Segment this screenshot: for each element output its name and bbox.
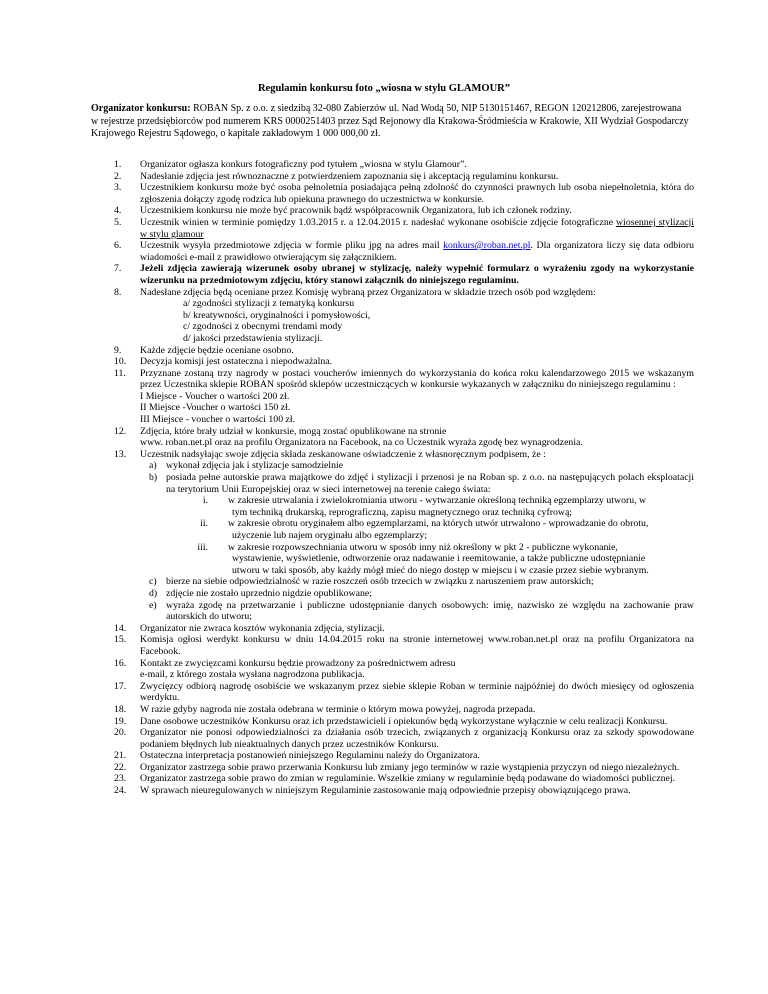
item-text: Zdjęcia, które brały udział w konkursie, mogą zostać opublikowane na stronie bbox=[140, 425, 447, 437]
sub-item-marker: b) bbox=[149, 472, 158, 484]
list-item bbox=[0, 159, 768, 171]
sub-list-item bbox=[0, 576, 768, 588]
criteria-item: c/ zgodności z obecnymi trendami mody bbox=[183, 321, 343, 333]
item-number: 1. bbox=[114, 159, 122, 170]
list-item bbox=[0, 356, 768, 368]
item-number: 22. bbox=[114, 761, 127, 773]
sub-item-marker: a) bbox=[149, 460, 157, 472]
sub-list-item bbox=[0, 460, 768, 472]
sub-item-marker: d) bbox=[149, 587, 158, 599]
item-text-underlined: wiosennej stylizacji w stylu glamour bbox=[140, 216, 695, 240]
item-number: 11. bbox=[114, 367, 126, 379]
list-item bbox=[0, 773, 768, 785]
item-number: 14. bbox=[114, 622, 127, 634]
sub-list-item bbox=[0, 588, 768, 600]
item-text: Uczestnikiem konkursu może być osoba pełnoletnia posiadająca pełną zdolność do czynności prawnych lub osoba niepełnoletnia, która do zgłoszenia dołączy zgodę rodzica lub opiekuna prawnego do uczestnictwa w konkursie. bbox=[140, 182, 694, 205]
item-number: 4. bbox=[114, 205, 122, 217]
item-continuation: www. roban.net.pl oraz na profilu Organizatora na Facebook, na co Uczestnik wyraża zgodę bez wynagrodzenia. bbox=[140, 437, 583, 449]
list-item bbox=[0, 658, 768, 670]
list-item bbox=[0, 704, 768, 716]
prize-line: I Miejsce - Voucher o wartości 200 zł. bbox=[140, 390, 290, 402]
sub-item-text: bierze na siebie odpowiedzialność w razie roszczeń osób trzecich w związku z naruszeniem praw autorskich; bbox=[166, 576, 594, 588]
organizer-paragraph bbox=[91, 103, 691, 141]
item-text: Organizator zastrzega sobie prawo do zmian w regulaminie. Wszelkie zmiany w regulaminie będą podawane do wiadomości publicznej. bbox=[140, 773, 676, 785]
item-number: 21. bbox=[114, 750, 127, 762]
list-item bbox=[0, 263, 768, 286]
list-item bbox=[0, 426, 768, 438]
criteria-item: d/ jakości przedstawienia stylizacji. bbox=[183, 332, 323, 344]
roman-item-continuation: wystawienie, wyświetlenie, odtworzenie oraz nadawanie i reemitowanie, a także publiczne udostępnianie bbox=[232, 553, 646, 565]
roman-list-item bbox=[0, 495, 768, 507]
item-number: 5. bbox=[114, 216, 122, 228]
roman-list-item bbox=[0, 542, 768, 554]
item-number: 3. bbox=[114, 182, 122, 194]
item-text: Uczestnik nadsyłając swoje zdjęcia składa zeskanowane oświadczenie z własnoręcznym podpisem, że : bbox=[140, 448, 546, 460]
item-number: 24. bbox=[114, 785, 127, 797]
item-text: Ostateczna interpretacja postanowień niniejszego Regulaminu należy do Organizatora. bbox=[140, 750, 480, 762]
criteria-item: a/ zgodności stylizacji z tematyką konkursu bbox=[183, 298, 355, 310]
document-title: Regulamin konkursu foto „wiosna w stylu GLAMOUR” bbox=[257, 83, 511, 94]
item-text: Komisja ogłosi werdykt konkursu w dniu 14.04.2015 roku na stronie internetowej www.roban.net.pl oraz na profilu Organizatora na Facebook. bbox=[140, 634, 694, 657]
item-text: W sprawach nieuregulowanych w niniejszym Regulaminie zastosowanie mają odpowiednie przepisy obowiązującego prawa. bbox=[140, 785, 631, 797]
list-item bbox=[0, 762, 768, 774]
list-item bbox=[0, 750, 768, 762]
item-text-part: Uczestnik winien w terminie pomiędzy 1.03.2015 r. a 12.04.2015 r. nadesłać wykonane osobiście zdjęcie fotograficzne bbox=[140, 216, 617, 228]
item-text: Kontakt ze zwycięzcami konkursu będzie prowadzony za pośrednictwem adresu bbox=[140, 657, 456, 669]
criteria-item: b/ kreatywności, oryginalności i pomysłowości, bbox=[183, 309, 371, 321]
item-text: Decyzja komisji jest ostateczna i niepodważalna. bbox=[140, 356, 333, 368]
item-text: Każde zdjęcie będzie oceniane osobno. bbox=[140, 344, 294, 356]
list-item bbox=[0, 634, 768, 657]
roman-item-text: w zakresie rozpowszechniania utworu w sposób inny niż określony w pkt 2 - publiczne wykonanie, bbox=[228, 541, 618, 553]
item-continuation: e-mail, z którego została wysłana nagrodzona publikacja. bbox=[140, 669, 365, 681]
item-text-part: Uczestnik wysyła przedmiotowe zdjęcia w formie pliku jpg na adres mail bbox=[140, 240, 444, 252]
sub-item-text: posiada pełne autorskie prawa majątkowe do zdjęć i stylizacji i przenosi je na Roban sp. z o.o. na następujących polach eksploatacji na terytorium Unii Europejskiej oraz w sieci internetowej na terenie całego świata: bbox=[166, 472, 694, 495]
item-number: 20. bbox=[114, 727, 127, 739]
list-item bbox=[0, 345, 768, 357]
item-number: 8. bbox=[114, 286, 122, 298]
roman-item-continuation: utworu w taki sposób, aby każdy mógł mieć do niego dostęp w miejscu i w czasie przez siebie wybranym. bbox=[232, 564, 649, 576]
sub-item-text: wyraża zgodę na przetwarzanie i publiczne udostępnianie danych osobowych: imię, nazwisko ze względu na zachowanie praw autorskich do utworu; bbox=[166, 599, 694, 623]
item-text: Zwycięzcy odbiorą nagrodę osobiście we wskazanym przez siebie sklepie Roban w terminie najpóźniej do dwóch miesięcy od ogłoszenia werdyktu. bbox=[140, 680, 694, 704]
item-number: 16. bbox=[114, 657, 127, 669]
list-item bbox=[0, 449, 768, 461]
item-text: Jeżeli zdjęcia zawierają wizerunek osoby ubranej w stylizację, należy wypełnić formularz o wyrażeniu zgody na wykorzystanie wizerunku na przedmiotowym zdjęciu, który stanowi załącznik do niniejszego regulaminu. bbox=[140, 263, 694, 286]
list-item bbox=[0, 623, 768, 635]
roman-list-item bbox=[0, 518, 768, 530]
item-text: Organizator nie ponosi odpowiedzialności za działania osób trzecich, związanych z organizacją Konkursu oraz za szkody spowodowane podaniem błędnych lub nieaktualnych danych przez uczestników Konkursu. bbox=[140, 727, 694, 750]
item-number: 15. bbox=[114, 634, 127, 646]
list-item bbox=[0, 287, 768, 299]
item-text: Uczestnikiem konkursu nie może być pracownik bądź współpracownik Organizatora, lub ich członek rodziny. bbox=[140, 205, 572, 217]
prize-line: III Miejsce - voucher o wartości 100 zł. bbox=[140, 414, 296, 426]
item-text: Organizator ogłasza konkurs fotograficzny pod tytułem „wiosna w stylu Glamour”. bbox=[140, 159, 467, 170]
roman-marker: iii. bbox=[197, 541, 208, 553]
sub-list-item bbox=[0, 600, 768, 623]
prize-line: II Miejsce -Voucher o wartości 150 zł. bbox=[140, 402, 291, 414]
roman-marker: i. bbox=[202, 495, 208, 507]
list-item bbox=[0, 681, 768, 704]
sub-list-item bbox=[0, 472, 768, 495]
list-item bbox=[0, 182, 768, 205]
item-number: 19. bbox=[114, 715, 127, 727]
item-text: Organizator nie zwraca kosztów wykonania zdjęcia, stylizacji. bbox=[140, 622, 385, 634]
item-number: 23. bbox=[114, 773, 127, 785]
item-text: Przyznane zostaną trzy nagrody w postaci voucherów imiennych do wykorzystania do końca roku kalendarzowego 2015 we wskazanym przez Uczestnika sklepie ROBAN spośród sklepów uczestniczących w konkursie wykazanych w załączniku do niniejszego regulaminu : bbox=[140, 367, 694, 391]
item-text: Dane osobowe uczestników Konkursu oraz ich przedstawicieli i opiekunów będą wykorzystane wyłącznie w celu realizacji Konkursu. bbox=[140, 715, 668, 727]
item-text: Organizator zastrzega sobie prawo przerwania Konkursu lub zmiany jego terminów w razie wystąpienia przyczyn od niego niezależnych. bbox=[140, 761, 680, 773]
item-text-part: . Dla organizatora liczy się data odbioru wiadomości e-mail z prawidłowo otwierającym się załącznikiem. bbox=[140, 240, 694, 263]
item-number: 2. bbox=[114, 170, 122, 182]
list-item bbox=[0, 368, 768, 391]
organizer-label: Organizator konkursu: bbox=[91, 103, 191, 114]
item-text bbox=[140, 240, 694, 263]
sub-item-text: wykonał zdjęcia jak i stylizacje samodzielnie bbox=[166, 460, 344, 472]
item-number: 10. bbox=[114, 356, 127, 368]
list-item bbox=[0, 727, 768, 750]
item-number: 7. bbox=[114, 263, 122, 275]
item-number: 17. bbox=[114, 680, 127, 692]
list-item bbox=[0, 205, 768, 217]
list-item bbox=[0, 217, 768, 240]
item-text: Nadesłanie zdjęcia jest równoznaczne z potwierdzeniem zapoznania się i akceptacją regulaminu konkursu. bbox=[140, 170, 559, 182]
email-link[interactable]: konkurs@roban.net.pl bbox=[443, 240, 531, 252]
item-number: 6. bbox=[114, 240, 122, 252]
roman-item-continuation: użyczenie lub najem oryginału albo egzemplarzy; bbox=[232, 530, 428, 541]
roman-item-continuation: tym techniką drukarską, reprograficzną, zapisu magnetycznego oraz techniką cyfrową; bbox=[232, 506, 573, 518]
roman-item-text: w zakresie utrwalania i zwielokrotniania utworu - wytwarzanie określoną techniką egzemplarzy utworu, w bbox=[228, 495, 647, 507]
list-item bbox=[0, 716, 768, 728]
item-number: 12. bbox=[114, 425, 127, 437]
sub-item-marker: c) bbox=[149, 576, 157, 588]
item-text bbox=[140, 217, 694, 240]
sub-item-text: zdjęcie nie zostało uprzednio nigdzie opublikowane; bbox=[166, 587, 372, 599]
list-item bbox=[0, 240, 768, 263]
organizer-text: ROBAN Sp. z o.o. z siedzibą 32-080 Zabierzów ul. Nad Wodą 50, NIP 5130151467, REGON 120212806, zarejestrowana w rejestrze przedsiębiorców pod numerem KRS 0000251403 przez Sąd Rejonowy dla Krakowa-Śródmieścia w Krakowie, XII Wydział Gospodarczy Krajowego Rejestru Sądowego, o kapitale zakładowym 1 000 000,00 zł. bbox=[91, 103, 689, 139]
rules-list bbox=[0, 159, 768, 797]
item-number: 18. bbox=[114, 703, 127, 715]
roman-item-text: w zakresie obrotu oryginałem albo egzemplarzami, na których utwór utrwalono - wprowadzanie do obrotu, bbox=[228, 518, 649, 530]
item-text: Nadesłane zdjęcia będą oceniane przez Komisję wybraną przez Organizatora w składzie trzech osób pod względem: bbox=[140, 286, 596, 298]
item-text: W razie gdyby nagroda nie została odebrana w terminie o którym mowa powyżej, nagroda przepada. bbox=[140, 703, 536, 715]
list-item bbox=[0, 171, 768, 183]
item-number: 9. bbox=[114, 344, 122, 356]
sub-item-marker: e) bbox=[149, 599, 157, 611]
roman-marker: ii. bbox=[200, 518, 208, 530]
list-item bbox=[0, 785, 768, 797]
item-number: 13. bbox=[114, 448, 127, 460]
